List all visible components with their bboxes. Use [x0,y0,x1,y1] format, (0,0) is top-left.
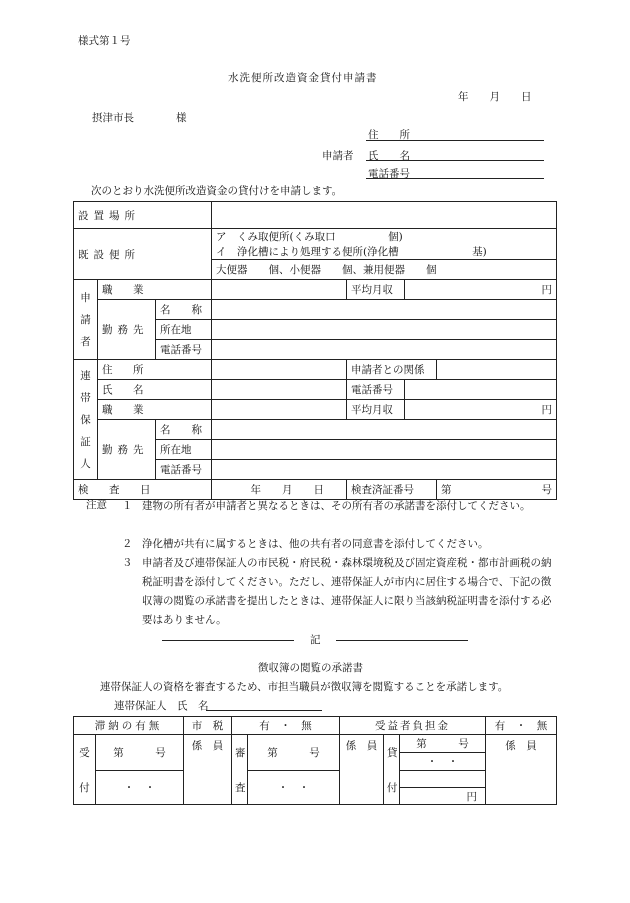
jueki-umu[interactable]: 有 ・ 無 [486,717,557,735]
guarantor-employer-address-field[interactable] [212,440,557,460]
applicant-phone-field[interactable] [366,178,544,179]
kensa-no-label: 検査済証番号 [347,480,437,500]
kinmusaki-label: 勤務先 [98,300,156,360]
shizei-umu[interactable]: 有 ・ 無 [232,717,340,735]
applicant-income-field[interactable] [405,280,557,300]
guarantor-denwa-label: 電話番号 [156,460,212,480]
kashi-kakari-label: 係 員 [486,735,557,805]
guarantor-income-field[interactable] [405,400,557,420]
shizei-label: 市 税 [184,717,232,735]
shinsa-no-field[interactable]: 第 号 [248,735,340,771]
jueki-label: 受益者負担金 [340,717,486,735]
uke-date-field[interactable]: ・ ・ [96,771,184,805]
kisetsu-fixtures: 大便器 個、小便器 個、兼用便器 個 [212,260,557,280]
kisetsu-label: 既設便所 [74,229,212,280]
applicant-employer-name-field[interactable] [212,300,557,320]
kashi-date-field[interactable]: ・ ・ [400,753,486,771]
guarantor-meisho-label: 名 称 [156,420,212,440]
shozaichi-label: 所在地 [156,320,212,340]
tsuke-char-2: 付 [384,771,400,805]
note-3-text: 申請者及び連帯保証人の市民税・府民税・森林環境税及び固定資産税・都市計画税の納税証明書を添付してください。ただし、連帯保証人が市内に居住する場合で、下記の徴収簿の閲覧の承諾書を提出したときは、連帯保証人に限り当該納税証明書を添付する必要はありません。 [142,557,552,626]
addressee: 摂津市長 様 [92,112,187,124]
yen-unit: 円 [541,404,553,416]
guarantor-shokugyo-label: 職 業 [98,400,212,420]
applicant-name-field[interactable] [366,160,544,161]
shinsa-kakari-label: 係 員 [340,735,384,805]
setchi-label: 設置場所 [74,202,212,229]
guarantor-occupation-field[interactable] [212,400,347,420]
kashi-amount-yen: 円 [400,788,486,805]
note-1-text: 建物の所有者が申請者と異なるときは、その所有者の承諾書を添付してください。 [142,500,531,512]
applicant-address-field[interactable] [366,140,544,141]
applicant-address-label: 住 所 [368,129,410,141]
guarantor-phone-label: 電話番号 [347,380,405,400]
kensa-date-text: 年 月 日 [250,484,325,496]
applicant-occupation-field[interactable] [212,280,347,300]
form-title: 水洗便所改造資金貸付申請書 [228,72,378,84]
yen-unit: 円 [541,284,553,296]
applicant-label: 申請者 [322,150,354,162]
ki-label: 記 [310,634,321,646]
note-2 [86,535,556,554]
guarantor-shozaichi-label: 所在地 [156,440,212,460]
heikin-label: 平均月収 [347,280,405,300]
consent-signer-field[interactable] [206,710,322,711]
consent-text: 連帯保証人の資格を審査するため、市担当職員が徴収簿を閲覧することを承諾します。 [100,681,509,693]
ki-rule-right [336,640,468,641]
form-number: 様式第１号 [78,35,131,47]
tainou-label: 滞納の有無 [74,717,184,735]
ki-rule-left [162,640,294,641]
kisetsu-option-a: ア くみ取便所(くみ取口 個) [212,229,557,245]
shin-char: 審 [232,735,248,771]
tsuke-char: 付 [74,771,96,805]
guarantor-heikin-label: 平均月収 [347,400,405,420]
kashi-no-field[interactable]: 第 号 [400,735,486,753]
notes-label: 注意 [86,499,107,511]
guarantor-section-label: 連帯保証人 [74,360,98,480]
date-line: 年 月 日 [458,91,532,103]
go-label: 号 [541,484,553,496]
shimei-label: 氏 名 [98,380,212,400]
kisetsu-option-i: イ 浄化槽により処理する便所(浄化槽 基) [212,244,557,260]
applicant-employer-address-field[interactable] [212,320,557,340]
guarantor-kinmusaki-label: 勤務先 [98,420,156,480]
uke-char: 受 [74,735,96,771]
note-1-number: １ [122,500,133,512]
intro-text: 次のとおり水洗便所改造資金の貸付けを申請します。 [91,185,343,197]
consent-signer-label: 連帯保証人 氏 名 [114,700,209,712]
uke-kakari-label: 係 員 [184,735,232,805]
note-3-number: ３ [122,557,133,569]
guarantor-employer-phone-field[interactable] [212,460,557,480]
note-3 [86,554,556,630]
setchi-field[interactable] [212,202,557,229]
guarantor-name-field[interactable] [212,380,347,400]
official-use-table [73,716,557,805]
applicant-employer-phone-field[interactable] [212,340,557,360]
meisho-label: 名 称 [156,300,212,320]
kashi-char: 貸 [384,735,400,771]
note-2-text: 浄化槽が共有に属するときは、他の共有者の同意書を添付してください。 [142,538,489,550]
uke-no-field[interactable]: 第 号 [96,735,184,771]
shokugyo-label: 職 業 [98,280,212,300]
guarantor-phone-field[interactable] [405,380,557,400]
guarantor-address-field[interactable] [212,360,347,380]
main-application-table [73,201,557,500]
note-1 [86,497,556,516]
denwa-label: 電話番号 [156,340,212,360]
consent-title: 徴収簿の閲覧の承諾書 [258,662,363,674]
kankei-label: 申請者との関係 [347,360,437,380]
jusho-label: 住 所 [98,360,212,380]
dai-label: 第 [441,484,452,496]
guarantor-employer-name-field[interactable] [212,420,557,440]
guarantor-relation-field[interactable] [437,360,557,380]
note-2-number: ２ [122,538,133,550]
applicant-phone-label: 電話番号 [368,168,410,180]
applicant-section-label: 申請者 [74,280,98,360]
applicant-name-label: 氏 名 [368,150,410,162]
kashi-amount-field[interactable] [400,771,486,788]
shinsa-date-field[interactable]: ・ ・ [248,771,340,805]
kensa-label: 検 査 日 [74,480,212,500]
sa-char: 査 [232,771,248,805]
